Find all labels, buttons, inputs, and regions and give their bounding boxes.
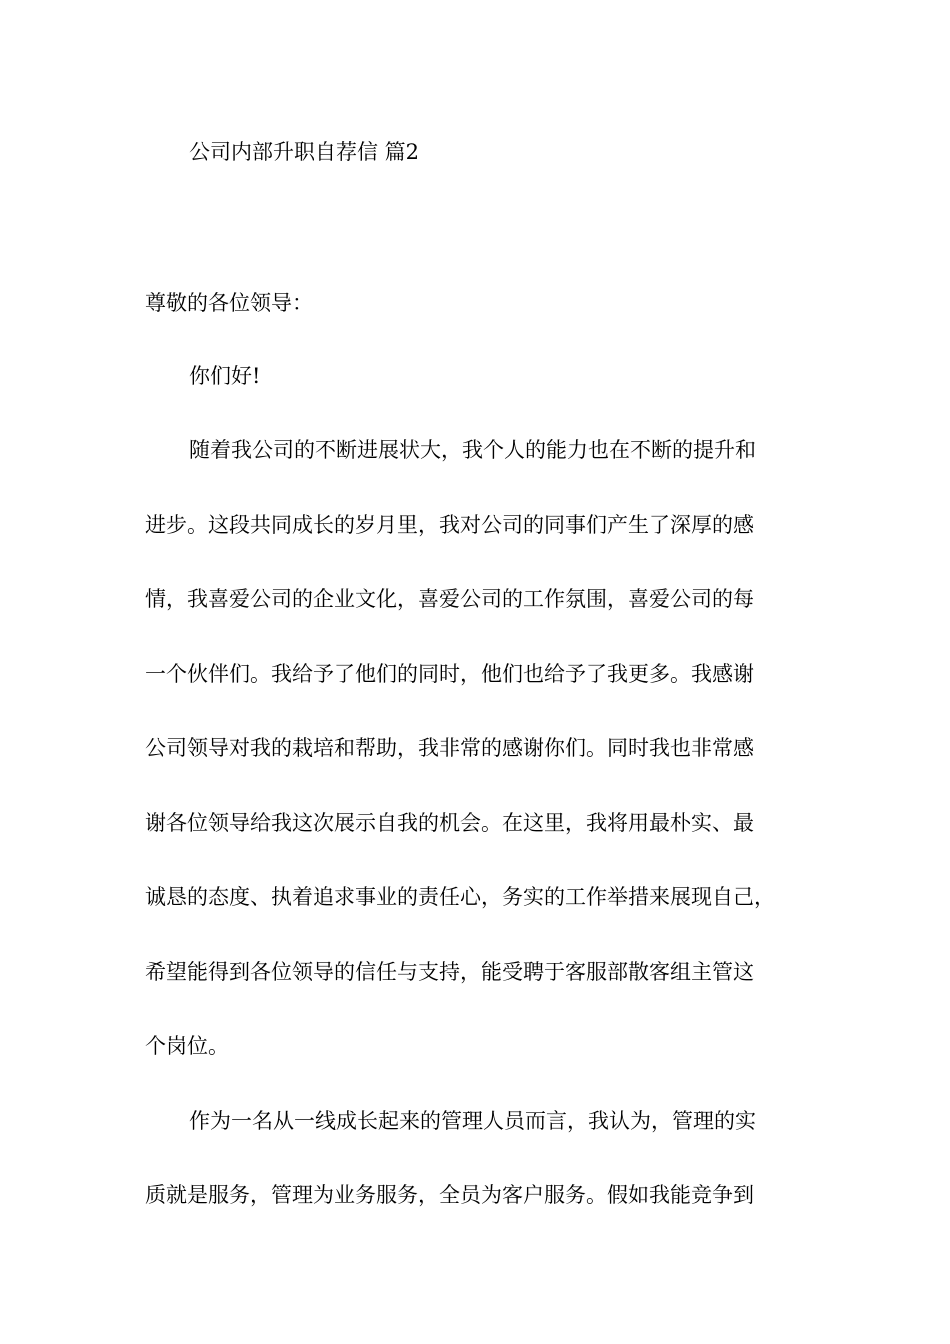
paragraph-line: 情，我喜爱公司的企业文化，喜爱公司的工作氛围，喜爱公司的每 — [145, 587, 754, 611]
salutation: 尊敬的各位领导： — [145, 291, 313, 315]
paragraph-line: 一个伙伴们。我给予了他们的同时，他们也给予了我更多。我感谢 — [145, 662, 754, 686]
paragraph-line: 进步。这段共同成长的岁月里，我对公司的同事们产生了深厚的感 — [145, 513, 754, 537]
paragraph-line: 诚恳的态度、执着追求事业的责任心，务实的工作举措来展现自己， — [145, 885, 775, 909]
greeting: 你们好! — [189, 364, 261, 388]
document-heading: 公司内部升职自荐信 篇2 — [189, 140, 420, 164]
paragraph-line: 个岗位。 — [145, 1034, 229, 1058]
paragraph-line: 质就是服务，管理为业务服务，全员为客户服务。假如我能竞争到 — [145, 1183, 754, 1207]
paragraph-line: 作为一名从一线成长起来的管理人员而言，我认为，管理的实 — [189, 1109, 756, 1133]
paragraph-line: 公司领导对我的栽培和帮助，我非常的感谢你们。同时我也非常感 — [145, 736, 754, 760]
paragraph-line: 谢各位领导给我这次展示自我的机会。在这里，我将用最朴实、最 — [145, 811, 754, 835]
paragraph-line: 希望能得到各位领导的信任与支持，能受聘于客服部散客组主管这 — [145, 960, 754, 984]
paragraph-line: 随着我公司的不断进展状大，我个人的能力也在不断的提升和 — [189, 438, 756, 462]
